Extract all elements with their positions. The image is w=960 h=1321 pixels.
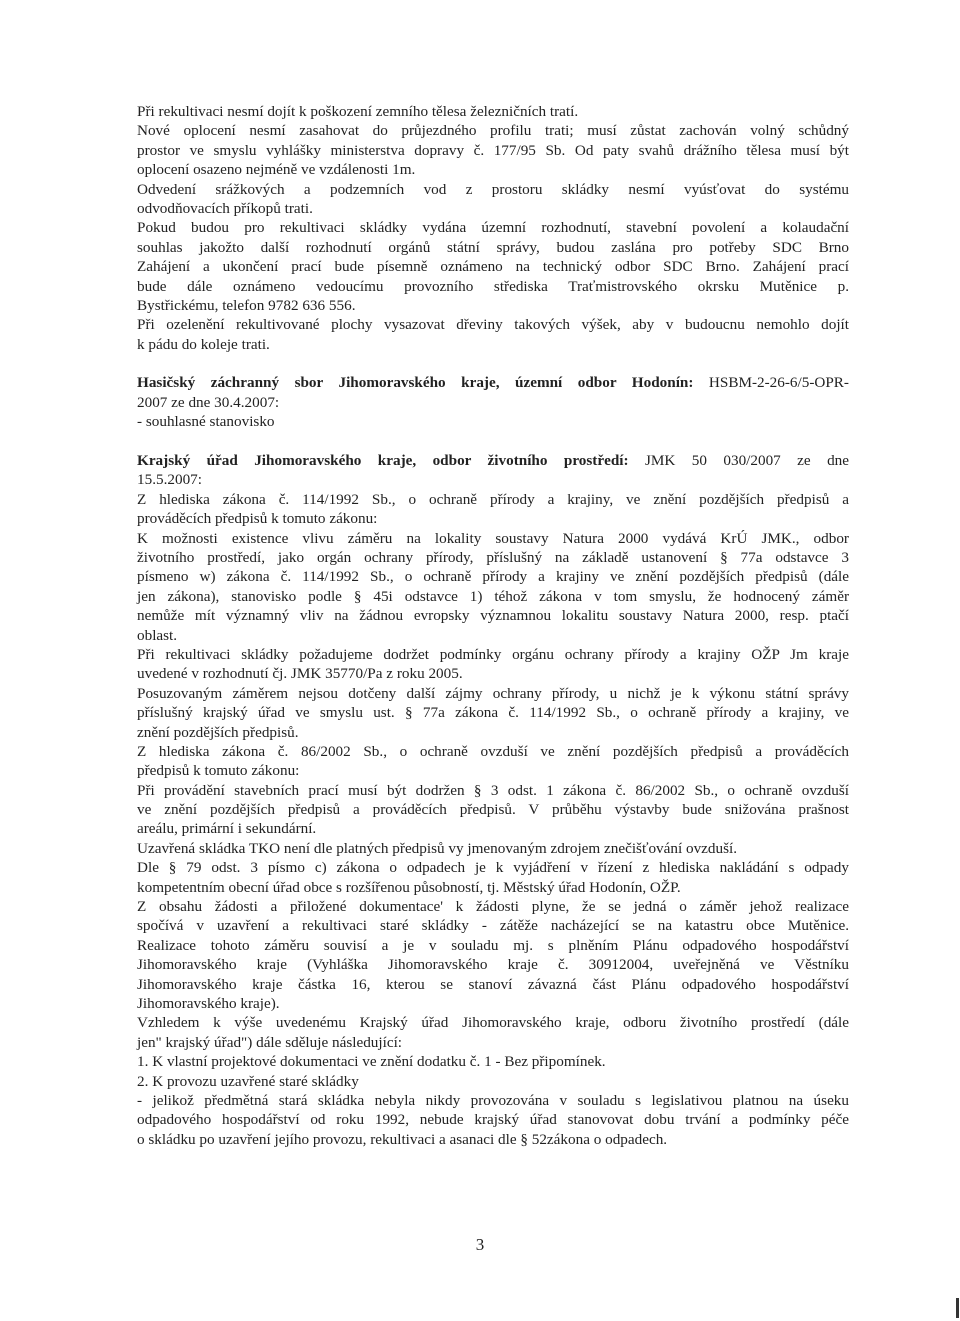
text-line: Posuzovaným záměrem nejsou dotčeny další zájmy ochrany přírody, u nichž je k výkonu státní správy <box>137 684 849 702</box>
text-line: k pádu do koleje trati. <box>137 335 270 353</box>
text-line: odvodňovacích příkopů trati. <box>137 199 313 217</box>
text-line: Odvedení srážkových a podzemních vod z prostoru skládky nesmí vyúsťovat do systému <box>137 180 849 198</box>
blank-line <box>137 432 849 451</box>
text-line: prováděcích předpisů k tomuto zákonu: <box>137 510 378 528</box>
text-line: nemůže mít významný vliv na žádnou evropsky významnou lokalitu soustavy Natura 2000, resp. ptačí <box>137 607 849 625</box>
section-heading: Krajský úřad Jihomoravského kraje, odbor životního prostředí: <box>137 452 629 470</box>
text-line: Při ozelenění rekultivované plochy vysazovat dřeviny takových výšek, aby v budoucnu nemohlo dojít <box>137 316 849 334</box>
text-line: jen zákona), stanovisko podle § 45i odstavce 1) téhož zákona v tom smyslu, že hodnocený záměr <box>137 587 849 605</box>
text-line: uvedené v rozhodnutí čj. JMK 35770/Pa z roku 2005. <box>137 665 463 683</box>
blank-line <box>137 354 849 373</box>
text-line: Pokud budou pro rekultivaci skládky vydána územní rozhodnutí, stavební povolení a kolaudační <box>137 219 849 237</box>
text-line: písmeno w) zákona č. 114/1992 Sb., o ochraně přírody a krajiny ve znění pozdějších předpisů (dále <box>137 568 849 586</box>
text-line: Jihomoravského kraje částka 16, kterou se stanoví závazná část Plánu odpadového hospodářství <box>137 975 849 993</box>
text-line: Nové oplocení nesmí zasahovat do průjezdného profilu trati; musí zůstat zachován volný schůdný <box>137 122 849 140</box>
scan-edge-mark <box>956 1298 959 1318</box>
text-line: jen" krajský úřad") dále sděluje následující: <box>137 1033 403 1051</box>
text-line: areálu, primární i sekundární. <box>137 820 317 838</box>
text-line: o skládku po uzavření jejího provozu, rekultivaci a asanaci dle § 52zákona o odpadech. <box>137 1130 668 1148</box>
text-line: předpisů k tomuto zákonu: <box>137 762 300 780</box>
text-line: - jelikož předmětná stará skládka nebyla nikdy provozována v souladu s legislativou platnou na úseku <box>137 1091 849 1109</box>
text-line: Z hlediska zákona č. 86/2002 Sb., o ochraně ovzduší ve znění pozdějších předpisů a prováděcích <box>137 742 849 760</box>
text-line: Jihomoravského kraje (Vyhláška Jihomoravského kraje č. 30912004, uveřejněná ve Věstníku <box>137 956 849 974</box>
text-line: - souhlasné stanovisko <box>137 413 275 431</box>
text-line: Bystřickému, telefon 9782 636 556. <box>137 296 356 314</box>
text-line: spočívá v uzavření a rekultivaci staré skládky - zátěže nacházející se na katastru obce Mutěnice. <box>137 917 849 935</box>
text-line: kompetentním obecní úřad obce s rozšířenou působností, tj. Městský úřad Hodonín, OŽP. <box>137 878 681 896</box>
text-line: Dle § 79 odst. 3 písmo c) zákona o odpadech je k vyjádření v řízení z hlediska nakládání s odpady <box>137 859 849 877</box>
text-line: Realizace tohoto záměru souvisí a je v souladu mj. s plněním Plánu odpadového hospodářství <box>137 936 849 954</box>
section-reference: HSBM-2-26-6/5-OPR- <box>693 374 849 392</box>
text-line: Při rekultivaci skládky požadujeme dodržet podmínky orgánu ochrany přírody a krajiny OŽP Jm kraje <box>137 645 849 663</box>
text-line: odpadového hospodářství od roku 1992, nebude krajský úřad stanovovat dobu trvání a podmínky péče <box>137 1111 849 1129</box>
text-line <box>137 373 849 392</box>
document-body <box>137 102 849 1149</box>
text-line: příslušný krajský úřad ve smyslu ust. § 77a zákona č. 114/1992 Sb., o ochraně přírody a krajiny, ve <box>137 704 849 722</box>
text-line <box>137 451 849 470</box>
text-line: Uzavřená skládka TKO není dle platných předpisů vy jmenovaným zdrojem znečišťování ovzduší. <box>137 839 738 857</box>
text-line: 2007 ze dne 30.4.2007: <box>137 393 280 411</box>
text-line: Při rekultivaci nesmí dojít k poškození zemního tělesa železničních tratí. <box>137 103 579 120</box>
text-line: 15.5.2007: <box>137 471 202 489</box>
text-line: bude dále oznámeno vedoucímu provozního střediska Traťmistrovského okrsku Mutěnice p. <box>137 277 849 295</box>
text-line: 1. K vlastní projektové dokumentaci ve znění dodatku č. 1 - Bez připomínek. <box>137 1053 606 1071</box>
text-line: znění pozdějších předpisů. <box>137 723 299 741</box>
page-number: 3 <box>475 1235 485 1254</box>
text-line: Vzhledem k výše uvedenému Krajský úřad Jihomoravského kraje, odboru životního prostředí (dále <box>137 1014 849 1032</box>
text-line: životního prostředí, jako orgán ochrany přírody, příslušný na základě ustanovení § 77a odstavce 3 <box>137 548 849 566</box>
text-line: prostor ve smyslu vyhlášky ministerstva dopravy č. 177/95 Sb. Od paty svahů drážního tělesa musí být <box>137 141 849 159</box>
text-line: K možnosti existence vlivu záměru na lokality soustavy Natura 2000 vydává KrÚ JMK., odbor <box>137 529 849 547</box>
text-line: oblast. <box>137 626 178 644</box>
text-line: souhlas jakožto další rozhodnutí orgánů státní správy, budou zaslána pro potřeby SDC Brno <box>137 238 849 256</box>
text-line: ve znění pozdějších předpisů a prováděcích předpisů. V průběhu výstavby bude snižována prašnost <box>137 801 849 819</box>
text-line: Jihomoravského kraje). <box>137 994 280 1012</box>
text-line: Při provádění stavebních prací musí být dodržen § 3 odst. 1 zákona č. 86/2002 Sb., o ochraně ovzduší <box>137 781 849 799</box>
section-heading: Hasičský záchranný sbor Jihomoravského kraje, územní odbor Hodonín: <box>137 374 694 392</box>
text-line: Zahájení a ukončení prací bude písemně oznámeno na technický odbor SDC Brno. Zahájení prací <box>137 258 849 276</box>
text-line: Z obsahu žádosti a přiložené dokumentace' k žádosti plyne, že se jedná o záměr jehož realizace <box>137 898 849 916</box>
text-line: oplocení osazeno nejméně ve vzdálenosti 1m. <box>137 161 416 179</box>
section-reference: JMK 50 030/2007 ze dne <box>628 452 849 470</box>
text-line: Z hlediska zákona č. 114/1992 Sb., o ochraně přírody a krajiny, ve znění pozdějších předpisů a <box>137 490 849 508</box>
text-line: 2. K provozu uzavřené staré skládky <box>137 1072 359 1090</box>
